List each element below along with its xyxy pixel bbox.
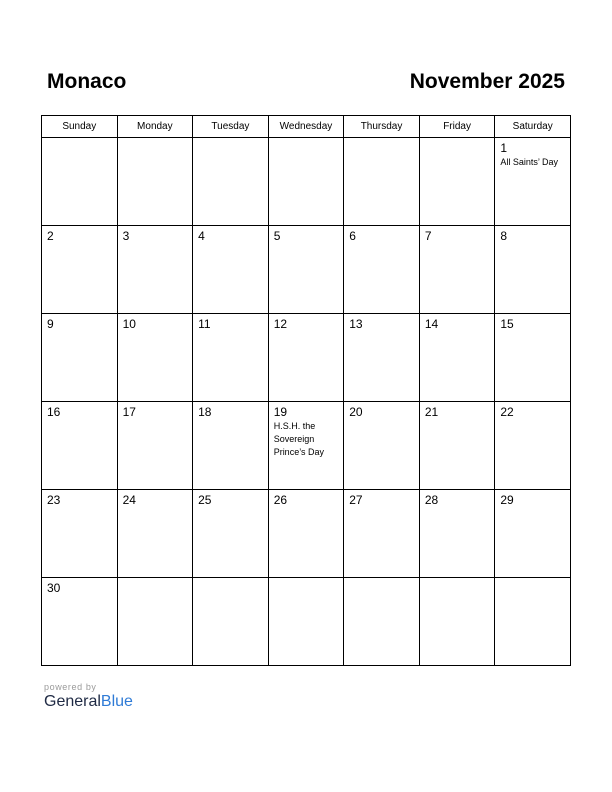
day-cell: [495, 578, 571, 666]
day-number: 21: [424, 405, 439, 419]
day-cell: [268, 402, 344, 490]
day-cell: [419, 490, 495, 578]
day-cell: [495, 138, 571, 226]
week-row: [42, 490, 571, 578]
day-number: 10: [122, 317, 136, 331]
day-number: 3: [122, 229, 130, 243]
day-cell: [193, 490, 269, 578]
day-cell: [117, 226, 193, 314]
day-cell: [268, 490, 344, 578]
day-number: 7: [424, 229, 432, 243]
day-number: 16: [47, 405, 61, 419]
week-row: [42, 138, 571, 226]
day-number: 27: [349, 493, 363, 507]
weekday-monday: Monday: [117, 116, 193, 138]
day-number: 12: [273, 317, 288, 331]
day-cell: [419, 578, 495, 666]
day-number: 4: [198, 229, 205, 243]
day-cell: [42, 226, 118, 314]
day-cell: [419, 314, 495, 402]
day-cell: [495, 226, 571, 314]
day-number: 6: [349, 229, 356, 243]
holiday-label: H.S.H. the Sovereign Prince’s Day: [273, 421, 325, 457]
day-number: 14: [424, 317, 439, 331]
day-number: 26: [273, 493, 288, 507]
day-number: 20: [349, 405, 363, 419]
day-cell: [344, 226, 420, 314]
weekday-friday: Friday: [419, 116, 495, 138]
day-cell: [193, 402, 269, 490]
week-row: [42, 578, 571, 666]
day-number: 30: [47, 581, 61, 595]
week-row: [42, 314, 571, 402]
day-cell: [193, 314, 269, 402]
day-cell: [268, 226, 344, 314]
country-title: Monaco: [47, 70, 127, 93]
day-cell: [495, 490, 571, 578]
day-number: 2: [47, 229, 54, 243]
day-number: 15: [500, 317, 514, 331]
day-cell: [117, 402, 193, 490]
day-cell: [117, 578, 193, 666]
month-year-title: November 2025: [409, 70, 565, 93]
brand-blue-text: Blue: [100, 693, 133, 710]
day-number: 8: [500, 229, 508, 243]
day-number: 17: [122, 405, 136, 419]
day-number: 9: [47, 317, 54, 331]
weekday-sunday: Sunday: [42, 116, 118, 138]
day-cell: [495, 402, 571, 490]
day-cell: [117, 490, 193, 578]
weekday-tuesday: Tuesday: [193, 116, 269, 138]
week-row: [42, 402, 571, 490]
weekday-saturday: Saturday: [495, 116, 571, 138]
calendar-grid: [41, 115, 571, 666]
day-cell: [268, 314, 344, 402]
day-number: 1: [500, 141, 508, 155]
day-number: 18: [198, 405, 212, 419]
day-number: 24: [122, 493, 136, 507]
holiday-label: All Saints’ Day: [500, 157, 559, 167]
day-cell: [419, 226, 495, 314]
footer-branding: [44, 682, 133, 711]
day-cell: [193, 138, 269, 226]
day-number: 22: [500, 405, 514, 419]
day-cell: [42, 578, 118, 666]
day-cell: [117, 314, 193, 402]
brand-general-text: General: [44, 693, 101, 710]
day-cell: [344, 402, 420, 490]
weekday-wednesday: Wednesday: [268, 116, 344, 138]
day-number: 19: [273, 405, 288, 419]
day-cell: [42, 314, 118, 402]
day-cell: [344, 314, 420, 402]
day-cell: [344, 578, 420, 666]
day-cell: [268, 138, 344, 226]
powered-by-text: powered by: [44, 682, 97, 692]
generalblue-logo: [44, 693, 133, 711]
day-number: 28: [424, 493, 439, 507]
day-cell: [42, 138, 118, 226]
weekday-thursday: Thursday: [344, 116, 420, 138]
day-number: 5: [273, 229, 281, 243]
day-cell: [268, 578, 344, 666]
day-cell: [344, 490, 420, 578]
day-cell: [344, 138, 420, 226]
day-cell: [495, 314, 571, 402]
day-cell: [42, 402, 118, 490]
day-cell: [193, 578, 269, 666]
day-cell: [42, 490, 118, 578]
day-cell: [419, 402, 495, 490]
day-cell: [419, 138, 495, 226]
week-row: [42, 226, 571, 314]
weekday-header-row: [42, 116, 571, 138]
day-number: 13: [349, 317, 363, 331]
day-number: 23: [47, 493, 61, 507]
day-number: 29: [500, 493, 514, 507]
day-cell: [193, 226, 269, 314]
day-number: 25: [198, 493, 212, 507]
day-number: 11: [198, 317, 211, 331]
day-cell: [117, 138, 193, 226]
